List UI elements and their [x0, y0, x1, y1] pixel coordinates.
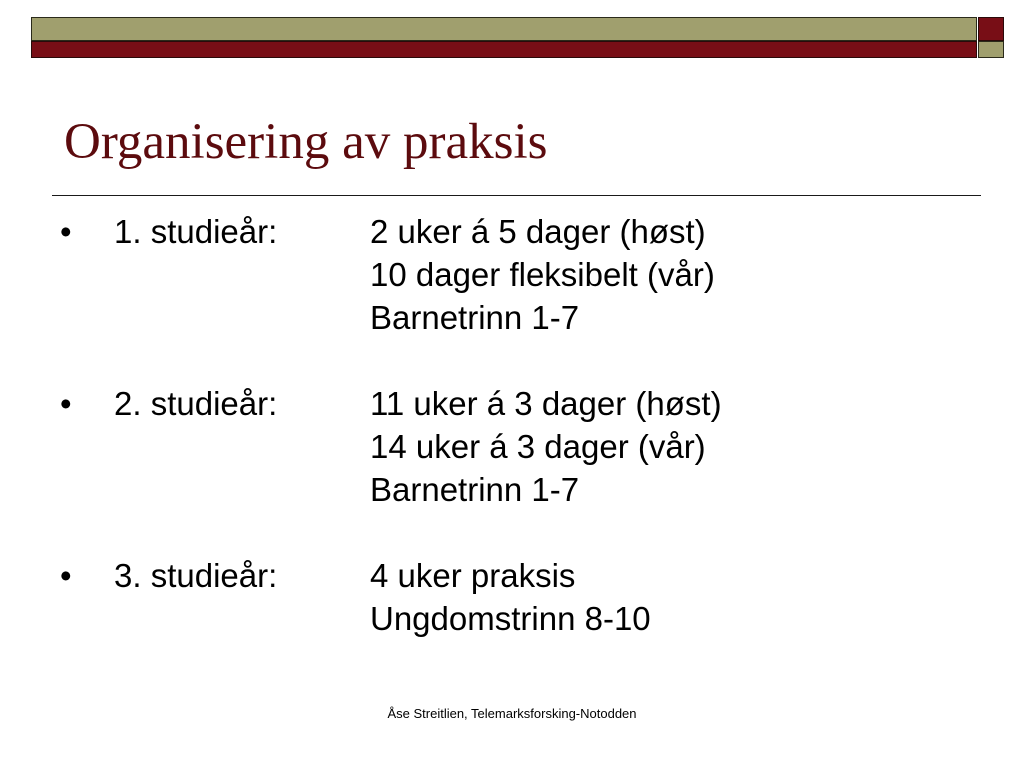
bullet-detail-line: Barnetrinn 1-7 [370, 471, 580, 508]
header-olive-bar [31, 17, 977, 41]
bullet-detail-line: 14 uker á 3 dager (vår) [370, 428, 706, 465]
bullet-item [60, 554, 960, 640]
bullet-marker: • [60, 385, 72, 422]
bullet-details [370, 210, 960, 339]
bullet-detail-line: 10 dager fleksibelt (vår) [370, 256, 715, 293]
slide-footer: Åse Streitlien, Telemarksforsking-Notodden [387, 706, 637, 721]
bullet-details [370, 554, 960, 640]
bullet-detail-line: Barnetrinn 1-7 [370, 299, 580, 336]
bullet-label: 3. studieår: [114, 557, 278, 594]
bullet-item [60, 210, 960, 339]
bullet-label: 1. studieår: [114, 213, 278, 250]
title-divider [52, 195, 981, 196]
bullet-marker: • [60, 557, 72, 594]
header-red-bar [31, 41, 977, 58]
bullet-detail-line: 11 uker á 3 dager (høst) [370, 385, 722, 422]
slide-body [60, 210, 960, 683]
bullet-marker: • [60, 213, 72, 250]
bullet-detail-line: 4 uker praksis [370, 557, 576, 594]
slide-title: Organisering av praksis [64, 114, 548, 170]
bullet-details [370, 382, 960, 511]
header-red-square [978, 17, 1004, 41]
header-decoration [31, 17, 1004, 58]
header-olive-square [978, 41, 1004, 58]
bullet-detail-line: 2 uker á 5 dager (høst) [370, 213, 706, 250]
bullet-label: 2. studieår: [114, 385, 278, 422]
bullet-detail-line: Ungdomstrinn 8-10 [370, 600, 651, 637]
bullet-item [60, 382, 960, 511]
